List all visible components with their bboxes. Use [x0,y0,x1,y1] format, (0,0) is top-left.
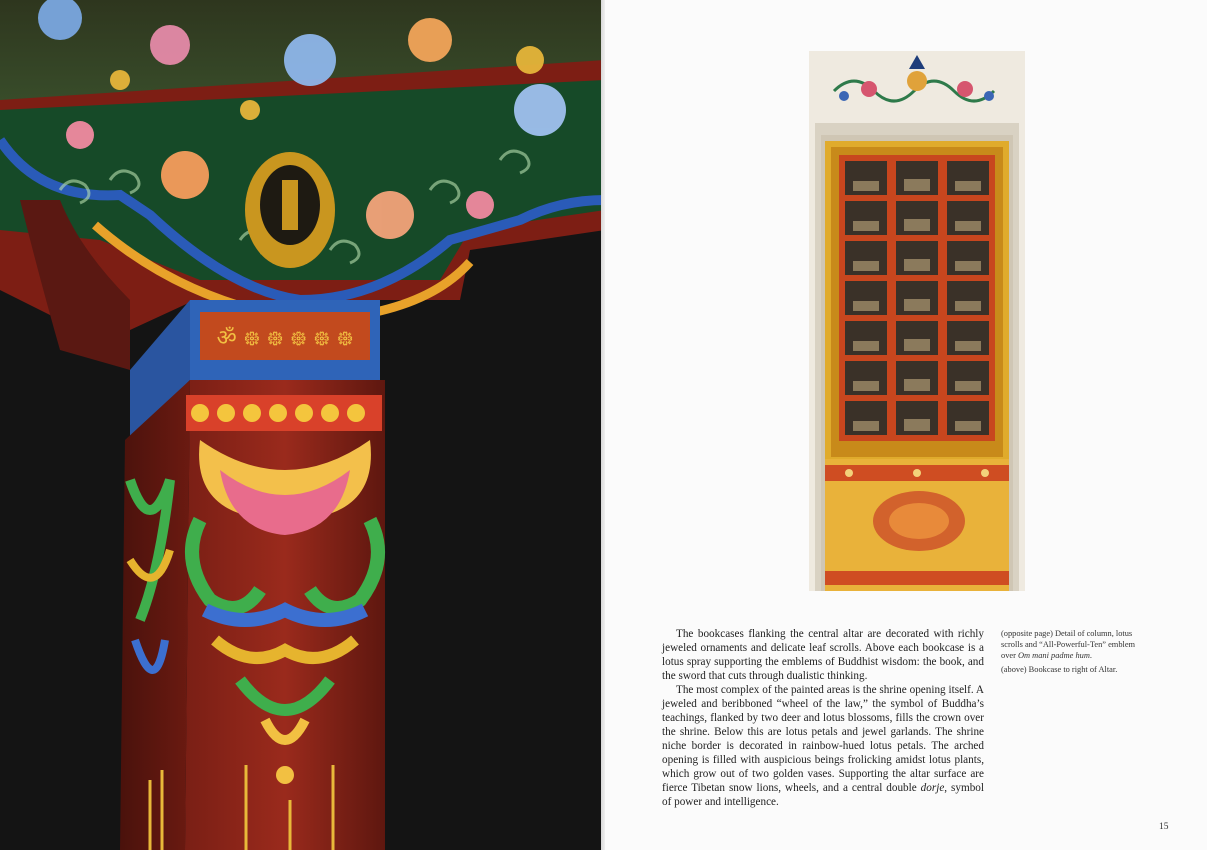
caption-opposite-page [1001,629,1151,661]
bookcase-photo [809,51,1025,591]
body-emphasis: dorje [920,782,945,794]
body-text [662,627,984,809]
caption-text: . [1089,650,1092,660]
caption-text: (opposite page) Detail of column, lotus scrolls and “All-Powerful-Ten” emblem over [1001,629,1136,660]
svg-text:ॐ ᪥ ᪥ ᪥ ᪥ ᪥: ॐ ᪥ ᪥ ᪥ ᪥ ᪥ [216,326,354,351]
body-paragraph [662,683,984,809]
caption-above: (above) Bookcase to right of Altar. [1001,665,1118,675]
body-paragraph-text: , symbol of power and intelligence. [662,782,984,808]
caption-emphasis: Om mani padme hum [1017,650,1090,660]
body-paragraph-text: The bookcases flanking the central altar are decorated with richly jeweled ornaments and delicate leaf scrolls. Above each bookcase is a lotus spray supporting the emblems of Buddhist wisdom: the book, and the sword that cuts through dualistic thinking. [662,628,984,682]
body-paragraph-text: The most complex of the painted areas is the shrine opening itself. A jeweled and beribboned “wheel of the law,” the symbol of Buddha’s teachings, flanked by two deer and lotus blossoms, fills the crown over the shrine. Below this are lotus petals and jewel garlands. The shrine niche border is decorated in rainbow-hued lotus petals. The arched opening is filled with auspicious beings frolicking amidst lotus plants, which grow out of two golden vases. Supporting the altar surface are fierce Tibetan snow lions, wheels, and a central double [662,684,984,794]
photo-captions [1001,629,1151,680]
body-paragraph [662,627,984,683]
right-page [605,0,1207,850]
bookcase-photo-frame [809,51,1025,591]
page-number: 15 [1159,822,1169,832]
